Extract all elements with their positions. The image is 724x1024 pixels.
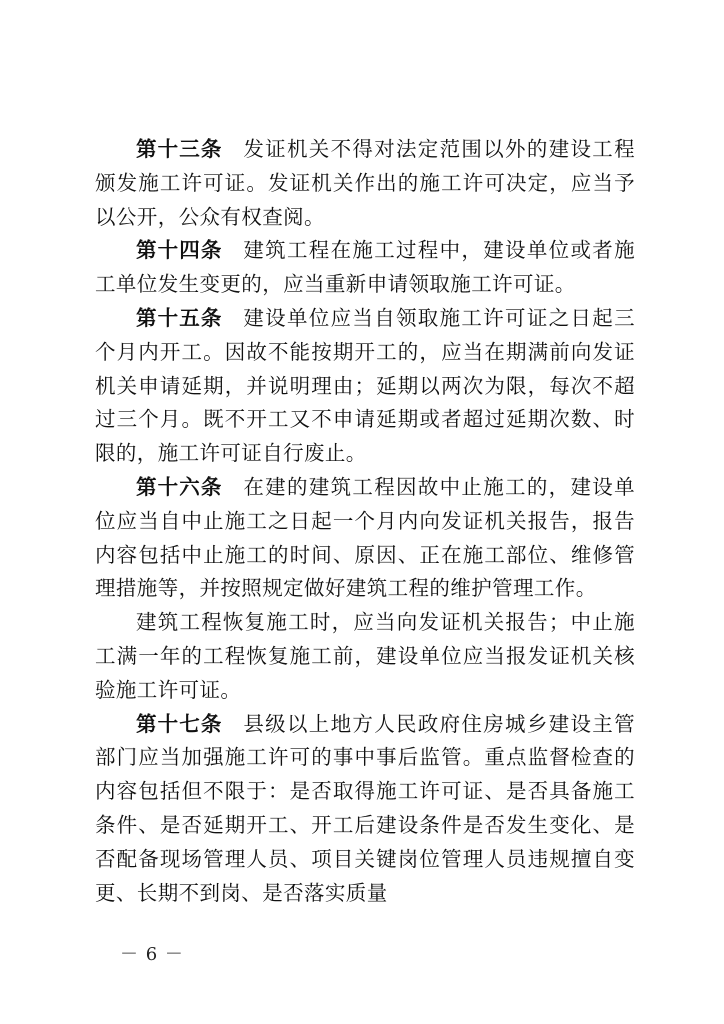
- article-17: [95, 708, 635, 911]
- article-text: 在建的建筑工程因故中止施工的，建设单位应当自中止施工之日起一个月内向发证机关报告，报告内容包括中止施工的时间、原因、正在施工部位、维修管理措施等，并按照规定做好建筑工程的维护管理工作。: [95, 474, 635, 601]
- article-heading: 第十四条: [136, 238, 223, 263]
- article-text: 建筑工程恢复施工时，应当向发证机关报告；中止施工满一年的工程恢复施工前，建设单位应当报发证机关核验施工许可证。: [95, 610, 635, 702]
- article-heading: 第十三条: [136, 137, 223, 161]
- article-text: 县级以上地方人民政府住房城乡建设主管部门应当加强施工许可的事中事后监管。重点监督检查的内容包括但不限于：是否取得施工许可证、是否具备施工条件、是否延期开工、开工后建设条件是否发生变化、是否配备现场管理人员、项目关键岗位管理人员违规擅自变更、长期不到岗、是否落实质量: [95, 711, 635, 905]
- article-text: 建筑工程在施工过程中，建设单位或者施工单位发生变更的，应当重新申请领取施工许可证。: [95, 238, 635, 297]
- document-body: [95, 133, 635, 910]
- article-14: [95, 234, 635, 302]
- article-13: [95, 133, 635, 234]
- article-16: [95, 471, 635, 606]
- page-number: － 6 －: [120, 944, 184, 965]
- article-heading: 第十七条: [136, 711, 223, 736]
- article-text: 发证机关不得对法定范围以外的建设工程颁发施工许可证。发证机关作出的施工许可决定，应当予以公开，公众有权查阅。: [95, 137, 635, 229]
- article-15: [95, 302, 635, 471]
- article-heading: 第十五条: [136, 305, 223, 330]
- article-text: 建设单位应当自领取施工许可证之日起三个月内开工。因故不能按期开工的，应当在期满前向发证机关申请延期，并说明理由；延期以两次为限，每次不超过三个月。既不开工又不申请延期或者超过延期次数、时限的，施工许可证自行废止。: [95, 305, 635, 466]
- article-16-continuation: [95, 606, 635, 707]
- article-heading: 第十六条: [136, 474, 223, 499]
